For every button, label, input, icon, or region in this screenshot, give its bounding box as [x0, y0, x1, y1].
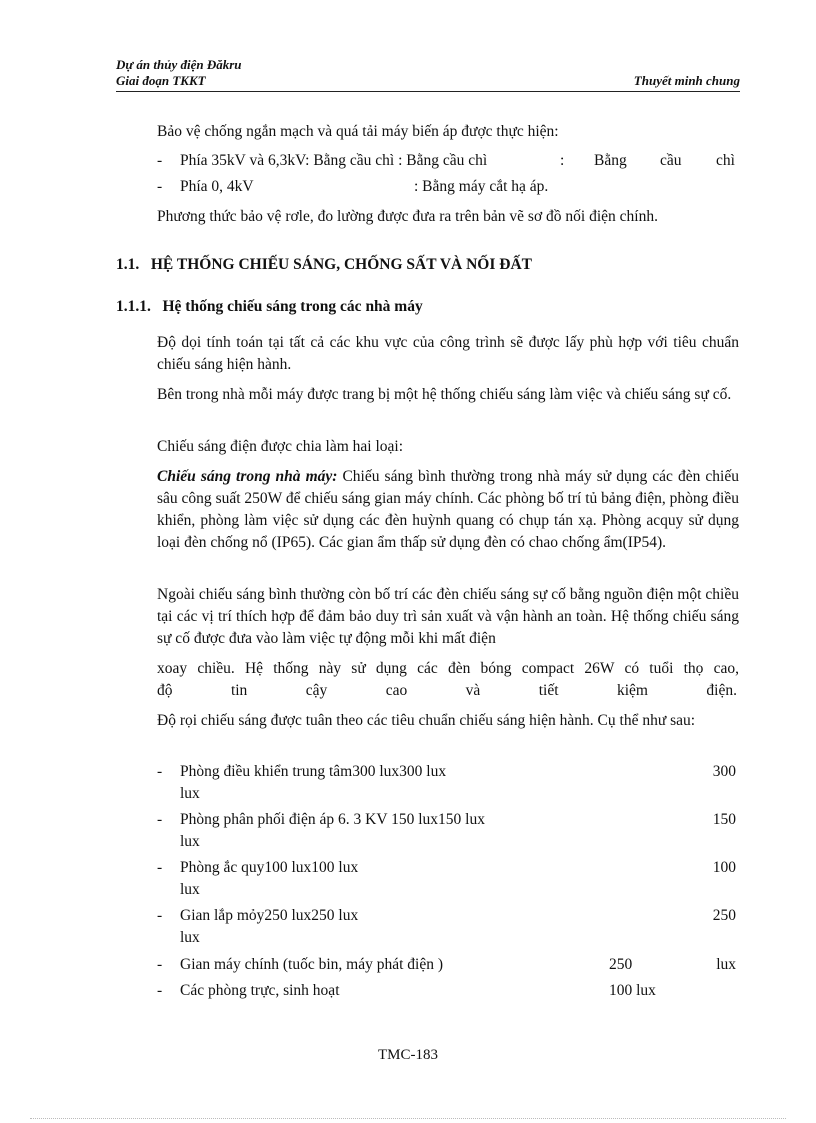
- page-number: TMC-183: [378, 1047, 438, 1063]
- lux-item-label: Phòng điều khiển trung tâm300 lux300 lux: [180, 763, 447, 780]
- lux-item-value: 300: [712, 763, 736, 780]
- word: điện.: [706, 682, 737, 699]
- protection-item-1-word-d: chì: [716, 152, 735, 169]
- paragraph-lighting-types: Chiếu sáng điện được chia làm hai loại:: [157, 438, 404, 455]
- section-heading: [116, 254, 532, 276]
- bullet-dash: -: [157, 811, 163, 828]
- paragraph-emergency-lighting: Ngoài chiếu sáng bình thường còn bố trí các đèn chiếu sáng sự cố bằng nguồn điện một chiều tại các vị trí thích hợp để đảm bảo duy trì sản xuất và vận hành an toàn. Hệ thống chiếu sáng sự cố được đưa vào làm việc tự động mỗi khi mất điện: [157, 586, 739, 647]
- lux-item-value: 100 lux: [609, 982, 656, 999]
- word: cậy: [305, 682, 328, 699]
- subsection-title: Hệ thống chiếu sáng trong các nhà máy: [162, 298, 423, 315]
- subsection-heading: [116, 296, 423, 318]
- page-header: [116, 57, 740, 89]
- bullet-dash: -: [157, 956, 163, 973]
- word: tin: [230, 682, 248, 699]
- lux-item-unit: lux: [716, 956, 736, 973]
- protection-item-1: Phía 35kV và 6,3kV: Bằng cầu chì : Bằng cầu chì: [180, 152, 488, 169]
- word: tiết: [538, 682, 559, 699]
- lux-item-label: Phòng ắc quy100 lux100 lux: [180, 859, 359, 876]
- document-type: Thuyết minh chung: [633, 73, 740, 88]
- paragraph-illuminance: Độ dọi tính toán tại tất cả các khu vực của công trình sẽ được lấy phù hợp với tiêu chuẩn chiếu sáng hiện hành.: [157, 334, 739, 373]
- section-number: 1.1.: [116, 256, 140, 273]
- bullet-dash: -: [157, 859, 163, 876]
- paragraph-dc-lighting-cont: [157, 680, 739, 702]
- bullet-dash: -: [157, 982, 163, 999]
- lux-item-label: Gian máy chính (tuốc bin, máy phát điện ): [180, 956, 444, 973]
- indoor-lighting-lead: Chiếu sáng trong nhà máy:: [157, 468, 338, 485]
- subsection-number: 1.1.1.: [116, 298, 151, 315]
- paragraph-indoor-lighting: [157, 466, 739, 554]
- lux-item-unit: lux: [180, 833, 200, 850]
- lux-item-value: 150: [712, 811, 736, 828]
- indoor-lighting-text: Chiếu sáng bình thường trong nhà máy sử dụng các đèn chiếu sâu công suất 250W để chiếu sáng gian máy chính. Các phòng bố trí tủ bảng điện, phòng điều khiển, phòng làm việc sử dụng các đèn huỳnh quang có chụp tán xạ. Phòng acquy sử dụng loại đèn chống nổ (IP65). Các gian ẩm thấp sử dụng đèn có chao chống ẩm(IP54).: [157, 468, 739, 551]
- lux-item-value: 250: [712, 907, 736, 924]
- lux-item-label: Các phòng trực, sinh hoạt: [180, 982, 340, 999]
- protection-intro: Bảo vệ chống ngắn mạch và quá tải máy biến áp được thực hiện:: [157, 123, 559, 140]
- lux-item-unit: lux: [180, 929, 200, 946]
- word: cao: [385, 682, 408, 699]
- word: độ: [157, 682, 173, 699]
- page-bottom-border: [30, 1118, 786, 1119]
- protection-item-2-value: : Bằng máy cắt hạ áp.: [414, 178, 549, 195]
- lux-item-unit: lux: [180, 881, 200, 898]
- paragraph-dc-lighting: xoay chiều. Hệ thống này sử dụng các đèn bóng compact 26W có tuổi thọ cao,: [157, 660, 739, 677]
- section-title: HỆ THỐNG CHIẾU SÁNG, CHỐNG SẤT VÀ NỐI ĐẤT: [150, 256, 532, 273]
- lux-item-label: Gian lắp mỏy250 lux250 lux: [180, 907, 359, 924]
- lux-item-label: Phòng phân phối điện áp 6. 3 KV 150 lux150 lux: [180, 811, 485, 828]
- protection-method: Phương thức bảo vệ rơle, đo lường được đưa ra trên bản vẽ sơ đồ nối điện chính.: [157, 208, 658, 225]
- word: kiệm: [616, 682, 648, 699]
- protection-item-1-word-b: Bằng: [594, 152, 627, 169]
- header-rule: [116, 91, 740, 92]
- bullet-dash: -: [157, 178, 163, 195]
- bullet-dash: -: [157, 152, 163, 169]
- lux-item-value: 100: [712, 859, 736, 876]
- bullet-dash: -: [157, 763, 163, 780]
- project-name: Dự án thủy điện Đăkru: [116, 57, 242, 72]
- lux-item-value: 250: [609, 956, 633, 973]
- word: và: [465, 682, 481, 699]
- protection-item-2-label: Phía 0, 4kV: [180, 178, 254, 195]
- phase-name: Giai đoạn TKKT: [116, 73, 206, 88]
- lux-item-unit: lux: [180, 785, 200, 802]
- protection-item-1-colon: :: [560, 152, 565, 169]
- paragraph-lighting-system: Bên trong nhà mỗi máy được trang bị một hệ thống chiếu sáng làm việc và chiếu sáng sự cố.: [157, 386, 732, 403]
- bullet-dash: -: [157, 907, 163, 924]
- protection-item-1-word-c: cầu: [660, 152, 682, 169]
- paragraph-illuminance-standard: Độ rọi chiếu sáng được tuân theo các tiêu chuẩn chiếu sáng hiện hành. Cụ thể như sau:: [157, 712, 696, 729]
